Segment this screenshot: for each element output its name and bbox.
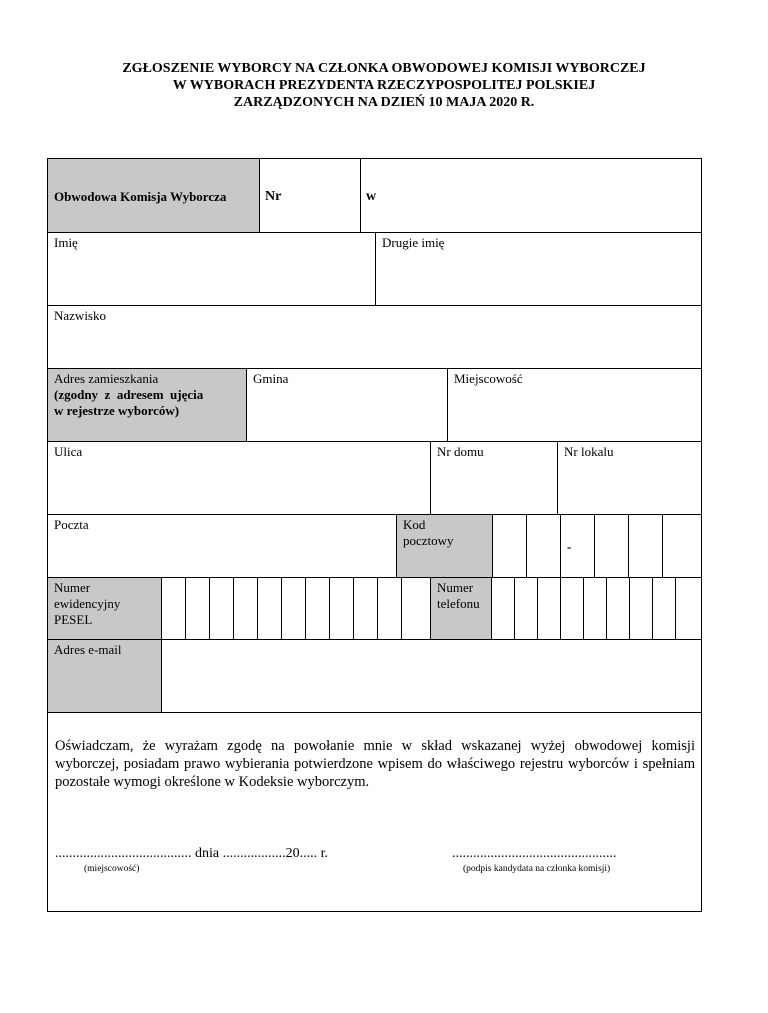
place-caption: (miejscowość) — [84, 864, 140, 874]
house-number-field[interactable]: Nr domu — [437, 444, 484, 459]
postal-digit-box[interactable] — [527, 515, 560, 577]
first-name-field[interactable]: Imię — [54, 235, 78, 250]
street-field[interactable]: Ulica — [54, 444, 83, 459]
pesel-digit-box[interactable] — [354, 578, 377, 639]
phone-digit-box[interactable] — [538, 578, 560, 639]
pesel-digit-box[interactable] — [378, 578, 401, 639]
phone-label — [431, 578, 491, 639]
pesel-label-1: Numer — [54, 580, 91, 595]
phone-digit-box[interactable] — [561, 578, 583, 639]
phone-digit-box[interactable] — [492, 578, 514, 639]
address-label — [48, 369, 246, 441]
email-field[interactable] — [162, 640, 701, 712]
phone-digit-box[interactable] — [515, 578, 537, 639]
email-label: Adres e-mail — [48, 640, 161, 712]
pesel-label-3: PESEL — [54, 612, 93, 627]
place-date-line[interactable]: ....................................... dnia ..................20..... r. — [55, 846, 328, 861]
pesel-digit-box[interactable] — [234, 578, 257, 639]
declaration-text: Oświadczam, że wyrażam zgodę na powołanie mnie w skład wskazanej wyżej obwodowej komisji wyborczej, posiadam prawo wybierania potwierdzone wpisem do właściwego rejestru wyborców i spełniam pozostałe wymogi określone w Kodeksie wyborczym. — [55, 738, 695, 790]
title-line-1: ZGŁOSZENIE WYBORCY NA CZŁONKA OBWODOWEJ KOMISJI WYBORCZEJ — [122, 61, 646, 76]
post-office-field[interactable]: Poczta — [54, 517, 89, 532]
pesel-digit-box[interactable] — [186, 578, 209, 639]
postal-code-label-2: pocztowy — [403, 533, 454, 548]
pesel-digit-box[interactable] — [306, 578, 329, 639]
locality-field[interactable]: Miejscowość — [454, 371, 523, 386]
signature-caption: (podpis kandydata na członka komisji) — [463, 864, 611, 874]
signature-line[interactable]: ............................................... — [452, 846, 617, 861]
phone-digit-box[interactable] — [676, 578, 701, 639]
title-line-2: W WYBORACH PREZYDENTA RZECZYPOSPOLITEJ POLSKIEJ — [172, 78, 596, 93]
postal-digit-box[interactable] — [629, 515, 662, 577]
phone-digit-box[interactable] — [630, 578, 652, 639]
flat-number-field[interactable]: Nr lokalu — [564, 444, 614, 459]
pesel-digit-box[interactable] — [402, 578, 430, 639]
postal-digit-box[interactable] — [595, 515, 628, 577]
phone-digit-box[interactable] — [607, 578, 629, 639]
form-title — [0, 60, 768, 111]
postal-digit-box[interactable] — [493, 515, 526, 577]
commission-location-field[interactable]: w — [366, 189, 377, 204]
pesel-digit-box[interactable] — [282, 578, 305, 639]
postal-dash: - — [567, 539, 572, 554]
commission-number-field[interactable]: Nr — [265, 189, 282, 204]
postal-digit-box[interactable] — [663, 515, 701, 577]
pesel-label — [48, 578, 161, 639]
pesel-label-2: ewidencyjny — [54, 596, 121, 611]
pesel-digit-box[interactable] — [258, 578, 281, 639]
address-note-2: w rejestrze wyborców) — [54, 403, 180, 418]
pesel-digit-box[interactable] — [330, 578, 353, 639]
address-note-1: (zgodny z adresem ujęcia — [54, 387, 204, 402]
pesel-digit-box[interactable] — [210, 578, 233, 639]
municipality-field[interactable]: Gmina — [253, 371, 289, 386]
title-line-3: ZARZĄDZONYCH NA DZIEŃ 10 MAJA 2020 R. — [233, 95, 535, 110]
postal-code-label-1: Kod — [403, 517, 426, 532]
commission-label: Obwodowa Komisja Wyborcza — [48, 159, 259, 232]
phone-label-1: Numer — [437, 580, 474, 595]
postal-code-label — [397, 515, 492, 577]
surname-field[interactable]: Nazwisko — [54, 308, 106, 323]
phone-digit-box[interactable] — [653, 578, 675, 639]
pesel-digit-box[interactable] — [162, 578, 185, 639]
second-name-field[interactable]: Drugie imię — [382, 235, 445, 250]
address-title: Adres zamieszkania — [54, 371, 159, 386]
phone-digit-box[interactable] — [584, 578, 606, 639]
phone-label-2: telefonu — [437, 596, 480, 611]
